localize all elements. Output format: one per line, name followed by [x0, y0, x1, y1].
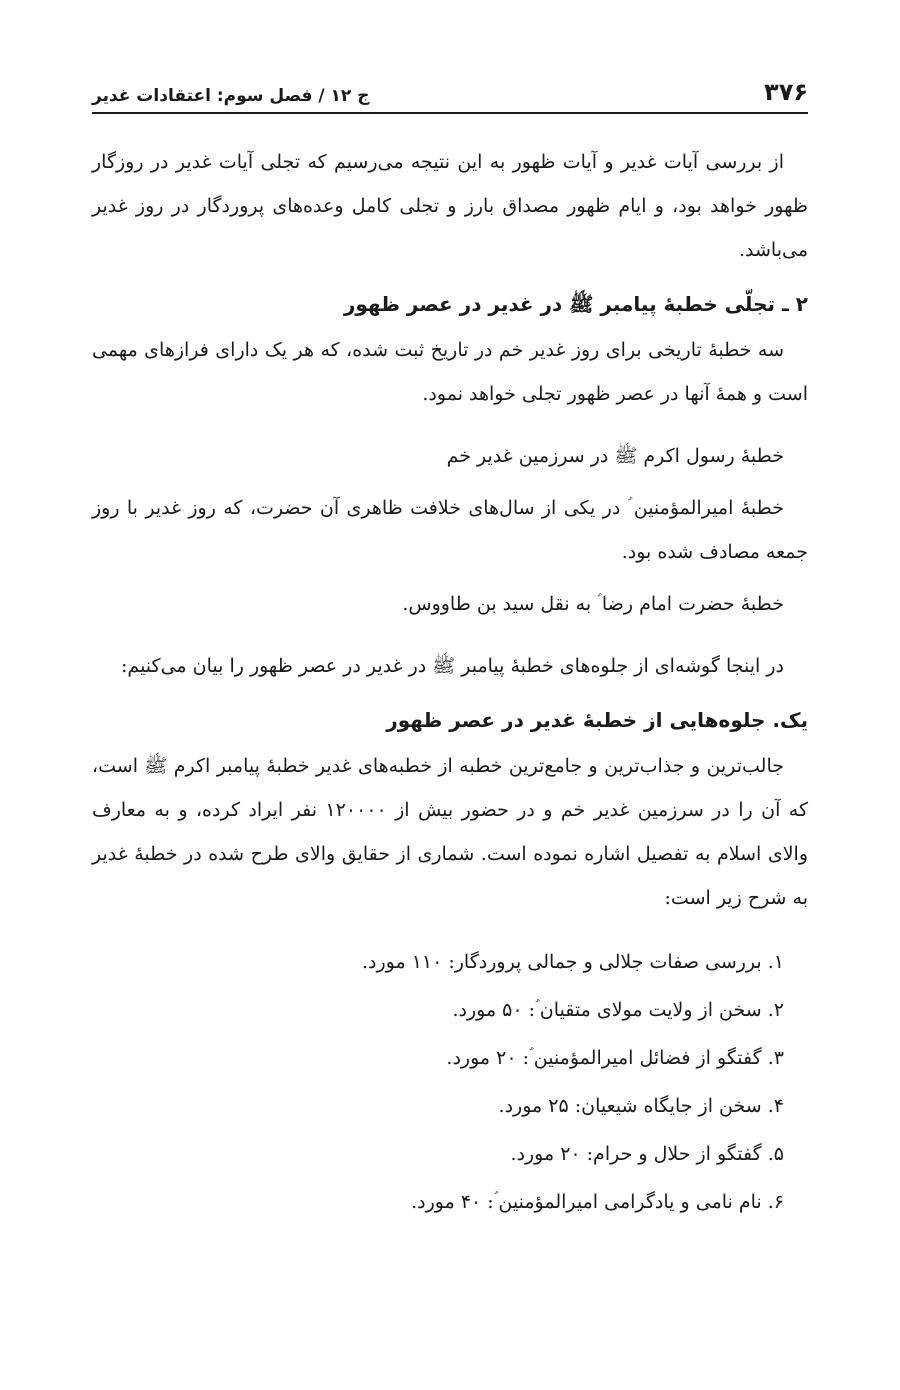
- running-title: ج ۱۲ / فصل سوم: اعتقادات غدیر: [92, 86, 370, 106]
- page-header: [92, 62, 808, 114]
- list-item: ۳. گفتگو از فضائل امیرالمؤمنین ؑ: ۲۰ مورد.: [446, 1047, 784, 1069]
- list-item: ۴. سخن از جایگاه شیعیان: ۲۵ مورد.: [498, 1095, 784, 1117]
- list-item: ۶. نام نامی و یادگرامی امیرالمؤمنین ؑ: ۴۰ مورد.: [411, 1191, 784, 1213]
- list-item: ۱. بررسی صفات جلالی و جمالی پروردگار: ۱۱۰ مورد.: [361, 951, 784, 973]
- section-heading: ۲ ـ تجلّی خطبهٔ پیامبر ﷺ در غدیر در عصر ظهور: [343, 292, 808, 316]
- sermon-item: خطبهٔ امیرالمؤمنین ؑ در یکی از سال‌های خلافت ظاهری آن حضرت، که روز غدیر با روز جمعه مصادف شده بود.: [92, 497, 808, 563]
- page-body: [92, 140, 808, 1226]
- sermon-item: خطبهٔ حضرت امام رضا ؑ به نقل سید بن طاووس.: [402, 593, 784, 615]
- intro-paragraph: از بررسی آیات غدیر و آیات ظهور به این نتیجه می‌رسیم که تجلی آیات غدیر در روزگار ظهور خواهد بود، و ایام ظهور مصداق بارز و تجلی کامل وعده‌های پروردگار در روز غدیر می‌باشد.: [92, 151, 808, 261]
- sermon-item: خطبهٔ رسول اکرم ﷺ در سرزمین غدیر خم: [446, 445, 784, 467]
- points-list: [92, 938, 808, 1226]
- transition-paragraph: در اینجا گوشه‌ای از جلوه‌های خطبهٔ پیامبر ﷺ در غدیر در عصر ظهور را بیان می‌کنیم:: [121, 655, 784, 677]
- section-intro-paragraph: سه خطبهٔ تاریخی برای روز غدیر خم در تاریخ ثبت شده، که هر یک دارای فرازهای مهمی است و همهٔ آنها در عصر ظهور تجلی خواهد نمود.: [92, 339, 808, 405]
- list-item: ۵. گفتگو از حلال و حرام: ۲۰ مورد.: [510, 1143, 784, 1165]
- page-number: ۳۷۶: [764, 78, 808, 106]
- subsection-heading: یک. جلوه‌هایی از خطبهٔ غدیر در عصر ظهور: [386, 708, 808, 732]
- book-page: [92, 0, 808, 1390]
- list-item: ۲. سخن از ولایت مولای متقیان ؑ: ۵۰ مورد.: [452, 999, 784, 1021]
- subsection-paragraph: جالب‌ترین و جذاب‌ترین و جامع‌ترین خطبه از خطبه‌های غدیر خطبهٔ پیامبر اکرم ﷺ است، که آن را در سرزمین غدیر خم و در حضور بیش از ۱۲۰۰۰۰ نفر ایراد کرده، و به معارف والای اسلام به تفصیل اشاره نموده است. شماری از حقایق والای طرح شده در خطبهٔ غدیر به شرح زیر است:: [92, 755, 808, 909]
